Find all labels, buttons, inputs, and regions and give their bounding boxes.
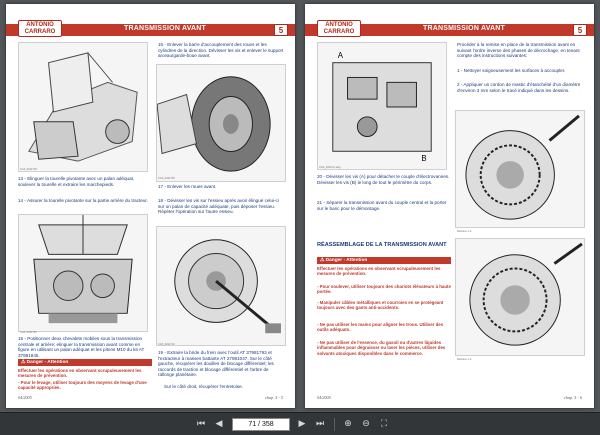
prev-page-icon[interactable]: ◀ xyxy=(215,419,223,429)
fullscreen-icon[interactable]: ⛶ xyxy=(380,419,388,429)
svg-text:B: B xyxy=(421,154,427,164)
danger-text: - Ne pas utiliser de l'essence, du gasoil ou d'autres liquides inflammables pour dégraisser ou laver les pièces, utiliser des solvants atoxiques disponibles dans le commerce. xyxy=(317,340,446,356)
wheel-removal-illustration xyxy=(156,64,286,182)
step-17: 17 - Enlever les roues avant. xyxy=(158,184,217,189)
toolbar-divider xyxy=(334,418,335,431)
page-left xyxy=(6,4,295,408)
danger-banner: ⚠ Danger - Attention xyxy=(317,257,451,264)
step-19b: Sur le côté droit, récupérer l'entretoise. xyxy=(164,384,244,389)
danger-banner: ⚠ Danger - Attention xyxy=(18,359,152,366)
warning-icon: ⚠ xyxy=(21,360,27,365)
section-title: RÉASSEMBLAGE DE LA TRANSMISSION AVANT xyxy=(317,242,447,248)
chapter-number: 5 xyxy=(573,24,587,36)
next-page-icon[interactable]: ▶ xyxy=(298,419,306,429)
danger-text: - Ne pas utiliser les mains pour aligner les trous. Utiliser des outils adéquats. xyxy=(317,322,444,333)
zoom-out-icon[interactable]: ⊖ xyxy=(362,419,370,429)
step-20: 20 - Dévisser les vis (A) pour détacher le couple d'électrovannes. Dévisser les vis (B) le long de tout le périmètre du corps. xyxy=(317,174,450,185)
sealant-path-illustration-1 xyxy=(455,110,585,228)
header-title: TRANSMISSION AVANT xyxy=(423,25,506,32)
figure-caption: Rattrace 1-0 xyxy=(457,230,472,233)
step-16: 16 - Enlever la barre d'accouplement des roues et les cylindres de la direction. Dévisser les vis et enlever le support arceau/garde-boue avant. xyxy=(158,42,284,59)
danger-text: - Pour le levage, utiliser toujours des moyens de levage d'une capacité appropriée. xyxy=(18,380,147,391)
svg-text:A: A xyxy=(337,50,343,60)
footer-chapter: chap. 5 - 5 xyxy=(265,395,283,400)
first-page-icon[interactable]: ⏮ xyxy=(196,419,206,429)
danger-text: Effectuer les opérations en observant scrupuleusement les mesures de prévention. xyxy=(317,266,441,277)
tractor-cab-illustration xyxy=(18,42,148,172)
step-13: 13 - Elinguer la tourelle pivotante avec un palan adéquat, soulever la tourelle et extraire les marchepieds. xyxy=(18,176,135,187)
brand-logo: ANTONIO CARRARO xyxy=(18,20,62,37)
viewer-toolbar xyxy=(0,412,600,435)
step-19: 19 - Extraire la bride du frein avec l'outil AT 37981793 et l'extracteur à masses battante AT 27981047. Sur le côté gauche, récupérer les douilles de blocage différentiel; les raccords de traction et blocage différentiel et l'arbre de rallonge planétaire. xyxy=(158,350,274,378)
last-page-icon[interactable]: ⏭ xyxy=(315,419,325,429)
reassembly-item-1: 1 - Nettoyer soigneusement les surfaces à accoupler. xyxy=(457,68,566,73)
brand-logo: ANTONIO CARRARO xyxy=(317,20,361,37)
warning-icon: ⚠ xyxy=(320,258,326,263)
step-14: 14 - Assurer la tourelle pivotante sur la partie arrière du tracteur. xyxy=(18,198,148,203)
figure-caption: CAS_0046-fin.dwg xyxy=(319,166,341,169)
page-right xyxy=(305,4,594,408)
electrovalve-illustration xyxy=(317,42,447,170)
header-title: TRANSMISSION AVANT xyxy=(124,25,207,32)
figure-caption: Rattrace 1-0 xyxy=(457,358,472,361)
page-indicator[interactable]: 71 / 358 xyxy=(232,418,290,431)
reassembly-item-2: 2 - Appliquer un cordon de mastic d'étanchéité d'un diamètre d'environ 3 mm selon le tracé indiqué dans les dessins. xyxy=(457,82,581,93)
transmission-hoist-illustration xyxy=(18,214,148,332)
figure-caption: CAS_0011718 xyxy=(20,168,37,171)
reassembly-intro: Procéder à la remise en place de la transmission avant en suivant l'ordre inverse des phases de décrochage, en tenant compte des instructions suivantes: xyxy=(457,42,580,59)
brake-flange-illustration xyxy=(156,226,286,346)
footer-chapter: chap. 5 - 6 xyxy=(564,395,582,400)
step-18: 18 - Dévisser les vis sur l'essieu après avoir élingué celui-ci sur un palan de capacité adéquate, puis déposer l'essieu. Répéter l'opération sur l'autre essieu. xyxy=(158,198,279,215)
figure-caption: CAS_0011733 xyxy=(20,331,37,334)
danger-text: - Manipuler câbles métalliques et courroies en se protégeant toujours avec des gants anti-accidents. xyxy=(317,300,444,311)
step-15: 15 - Positionner deux chevalets mobiles sous la transmission centrale et arrière; elinguer la transmission avant comme en figure en utilisant un palan adéquat et les pitons M10 du kit AT 37981845. xyxy=(18,336,145,358)
danger-text: Effectuer les opérations en observant scrupuleusement les mesures de prévention. xyxy=(18,368,142,379)
footer-date: 04/2005 xyxy=(18,395,32,400)
chapter-number: 5 xyxy=(274,24,288,36)
danger-text: - Pour soulever, utiliser toujours des chariots élévateurs à haute portée. xyxy=(317,284,451,295)
figure-caption: CAS_0011745 xyxy=(158,177,175,180)
footer-date: 04/2005 xyxy=(317,395,331,400)
step-21: 21 - Séparer la transmission avant du couple central et la porter sur le banc pour le démontage. xyxy=(317,200,447,211)
sealant-path-illustration-2 xyxy=(455,238,585,356)
figure-caption: CAS_0011716 xyxy=(158,343,175,346)
zoom-in-icon[interactable]: ⊕ xyxy=(344,419,352,429)
